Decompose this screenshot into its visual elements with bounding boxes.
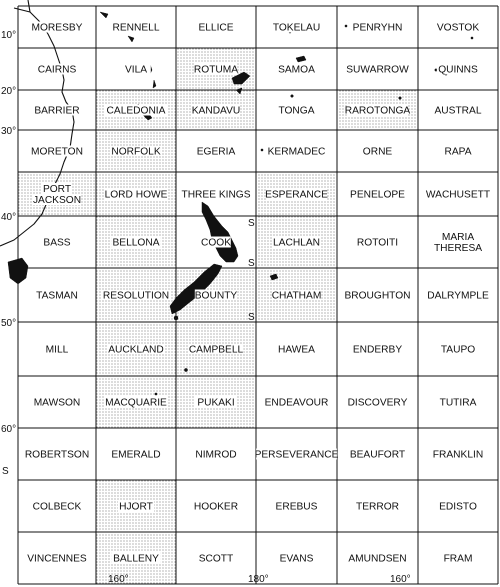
cell-label: EMERALD <box>111 449 161 461</box>
cell-broughton <box>344 290 410 302</box>
cell-bass <box>42 237 72 249</box>
cell-samoa <box>278 64 315 76</box>
latitude-label: 10° <box>1 30 17 41</box>
latitude-label: 20° <box>1 86 17 97</box>
cell-label: THERESA <box>433 243 483 254</box>
cell-label: SCOTT <box>198 553 234 565</box>
cell-perseverance <box>255 449 339 461</box>
latitude-label: 50° <box>1 318 17 329</box>
cell-label: CAIRNS <box>37 64 77 76</box>
cell-rarotonga <box>345 105 411 117</box>
cell-beaufort <box>350 449 405 461</box>
cell-austral <box>434 105 483 117</box>
cell-cairns <box>36 64 78 76</box>
cell-quinns <box>437 64 479 76</box>
cell-label: TASMAN <box>36 290 78 302</box>
cell-label: CALEDONIA <box>106 105 166 117</box>
cell-discovery <box>347 397 409 409</box>
cell-label: FRANKLIN <box>432 449 484 461</box>
cell-label: SUWARROW <box>346 64 409 76</box>
cell-maria-theresa <box>434 231 483 254</box>
cell-orne <box>363 146 393 158</box>
cell-auckland <box>108 344 163 356</box>
cell-label: BEAUFORT <box>349 449 406 461</box>
cell-balleny <box>112 553 161 565</box>
cell-label: PUKAKI <box>197 397 235 409</box>
cell-label: NORFOLK <box>111 146 161 158</box>
cell-hooker <box>194 501 238 513</box>
south-marker: S <box>2 466 9 477</box>
cell-lord-howe <box>105 189 168 201</box>
cell-label: COLBECK <box>32 501 82 513</box>
cell-vincennes <box>26 553 88 565</box>
kermadec-island <box>261 149 263 151</box>
cell-label: EGERIA <box>196 146 236 158</box>
cell-label: BOUNTY <box>194 290 238 302</box>
cell-label: KERMADEC <box>267 146 326 158</box>
cell-tokelau <box>272 22 321 34</box>
cell-cook <box>201 237 231 249</box>
s-marker: S <box>248 218 255 229</box>
samoa-islands <box>296 56 306 62</box>
cell-enderby <box>353 344 402 356</box>
cell-label: CHATHAM <box>271 290 322 302</box>
cell-label: ROBERTSON <box>24 449 90 461</box>
cell-label: BROUGHTON <box>344 290 411 302</box>
latitude-label: 40° <box>1 212 17 223</box>
cell-moreton <box>31 146 83 158</box>
cell-colbeck <box>33 501 82 513</box>
cell-label: ORNE <box>362 146 393 158</box>
cell-endeavour <box>265 397 329 409</box>
cell-vila <box>121 64 151 76</box>
cell-kermadec <box>268 146 326 158</box>
cell-label: VINCENNES <box>27 553 87 565</box>
tonga-island <box>291 95 294 98</box>
longitude-label: 160° <box>108 574 129 585</box>
cell-pukaki <box>195 397 237 409</box>
cell-label: ROTOITI <box>356 237 399 249</box>
cell-label: DALRYMPLE <box>427 290 489 302</box>
cell-label: PENRYHN <box>352 22 403 34</box>
cell-label: RAROTONGA <box>344 105 411 117</box>
cell-three-kings <box>179 189 253 201</box>
longitude-label: 160° <box>390 574 411 585</box>
macquarie-island <box>155 393 157 395</box>
cell-macquarie <box>105 397 167 409</box>
cell-label: THREE KINGS <box>181 189 251 201</box>
cell-label: ESPERANCE <box>265 189 328 201</box>
cell-label: PERSEVERANCE <box>254 449 339 461</box>
cell-label: EVANS <box>279 553 314 565</box>
cell-label: LORD HOWE <box>104 189 168 201</box>
cell-label: VILA <box>124 64 148 76</box>
cell-mill <box>42 344 72 356</box>
cell-tutira <box>437 397 479 409</box>
cell-lachlan <box>272 237 321 249</box>
cell-campbell <box>188 344 243 356</box>
cell-label: HAWEA <box>278 344 315 356</box>
cell-dalrymple <box>427 290 489 302</box>
cell-label: RAPA <box>444 146 472 158</box>
cell-label: TOKELAU <box>272 22 321 34</box>
cell-label: COOK <box>200 237 232 249</box>
cell-label: TUTIRA <box>439 397 477 409</box>
cell-label: LACHLAN <box>273 237 320 249</box>
cell-tonga <box>278 105 314 117</box>
cell-label: ENDERBY <box>352 344 403 356</box>
cell-label: JACKSON <box>32 195 82 206</box>
cell-label: AUCKLAND <box>108 344 164 356</box>
cell-penelope <box>350 189 405 201</box>
cell-bellona <box>112 237 161 249</box>
cell-label: EDISTO <box>439 501 477 513</box>
cell-label: ENDEAVOUR <box>264 397 329 409</box>
cell-franklin <box>430 449 485 461</box>
cell-vostok <box>437 22 480 34</box>
latitude-label: 30° <box>1 126 17 137</box>
cell-label: VOSTOK <box>436 22 480 34</box>
cell-label: TONGA <box>278 105 315 117</box>
cell-label: TERROR <box>355 501 400 513</box>
cell-label: KANDAVU <box>191 105 241 117</box>
cell-moresby <box>32 22 83 34</box>
cell-label: PENELOPE <box>350 189 405 201</box>
cell-label: DISCOVERY <box>347 397 408 409</box>
cell-label: MILL <box>45 344 69 356</box>
cell-barrier <box>33 105 82 117</box>
cell-chatham <box>272 290 322 302</box>
cell-terror <box>356 501 399 513</box>
cell-label: SAMOA <box>278 64 315 76</box>
cell-bounty <box>195 290 238 302</box>
cell-label: PORT <box>42 184 72 195</box>
cell-label: QUINNS <box>438 64 478 76</box>
cell-label: RENNELL <box>112 22 160 34</box>
cell-fram <box>443 553 473 565</box>
cell-evans <box>279 553 315 565</box>
cell-rapa <box>443 146 473 158</box>
s-marker: S <box>248 258 255 269</box>
cell-label: MACQUARIE <box>105 397 167 409</box>
cell-label: HOOKER <box>193 501 239 513</box>
campbell-island <box>184 368 187 371</box>
cell-scott <box>198 553 234 565</box>
latitude-labels <box>1 30 16 435</box>
cell-emerald <box>111 449 160 461</box>
cell-edisto <box>437 501 479 513</box>
longitude-label: 180° <box>248 574 269 585</box>
cell-rotuma <box>194 64 238 76</box>
cell-hjort <box>118 501 154 513</box>
vostok-island <box>471 37 473 39</box>
cell-amundsen <box>348 553 406 565</box>
cell-label: MORESBY <box>31 22 83 34</box>
cell-label: HJORT <box>119 501 153 513</box>
new-zealand-north-island <box>202 202 238 262</box>
cell-label: BALLENY <box>113 553 159 565</box>
cell-label: AUSTRAL <box>434 105 482 117</box>
cell-label: BARRIER <box>34 105 80 117</box>
cell-tasman <box>36 290 78 302</box>
cell-kandavu <box>192 105 241 117</box>
cell-rotoiti <box>353 237 402 249</box>
cell-norfolk <box>111 146 160 158</box>
s-marker: S <box>248 312 255 323</box>
cell-suwarrow <box>346 64 409 76</box>
cell-label: NIMROD <box>195 449 237 461</box>
cell-resolution <box>102 290 170 302</box>
cell-label: BASS <box>43 237 71 249</box>
cell-esperance <box>265 189 328 201</box>
cell-label: RESOLUTION <box>102 290 170 302</box>
cell-wachusett <box>426 189 490 201</box>
cell-ellice <box>195 22 237 34</box>
cell-label: MAWSON <box>33 397 81 409</box>
cell-hawea <box>278 344 315 356</box>
cell-egeria <box>195 146 237 158</box>
cell-label: BELLONA <box>112 237 160 249</box>
cell-mawson <box>34 397 81 409</box>
cell-label: ELLICE <box>198 22 234 34</box>
cell-label: MORETON <box>31 146 83 158</box>
cell-label: TAUPO <box>440 344 476 356</box>
cell-label: FRAM <box>443 553 473 565</box>
cell-caledonia <box>105 105 167 117</box>
cell-penryhn <box>353 22 403 34</box>
cell-label: CAMPBELL <box>188 344 244 356</box>
cell-robertson <box>25 449 89 461</box>
cell-label: WACHUSETT <box>425 189 491 201</box>
cell-taupo <box>440 344 476 356</box>
cell-nimrod <box>195 449 237 461</box>
cell-label: AMUNDSEN <box>348 553 407 565</box>
cell-label: ROTUMA <box>193 64 239 76</box>
penryhn-island <box>345 25 347 27</box>
latitude-label: 60° <box>1 424 17 435</box>
cell-rennell <box>112 22 161 34</box>
rarotonga-island <box>399 97 402 100</box>
cell-label: EREBUS <box>275 501 318 513</box>
cell-label: MARIA <box>441 232 475 243</box>
cell-erebus <box>275 501 317 513</box>
